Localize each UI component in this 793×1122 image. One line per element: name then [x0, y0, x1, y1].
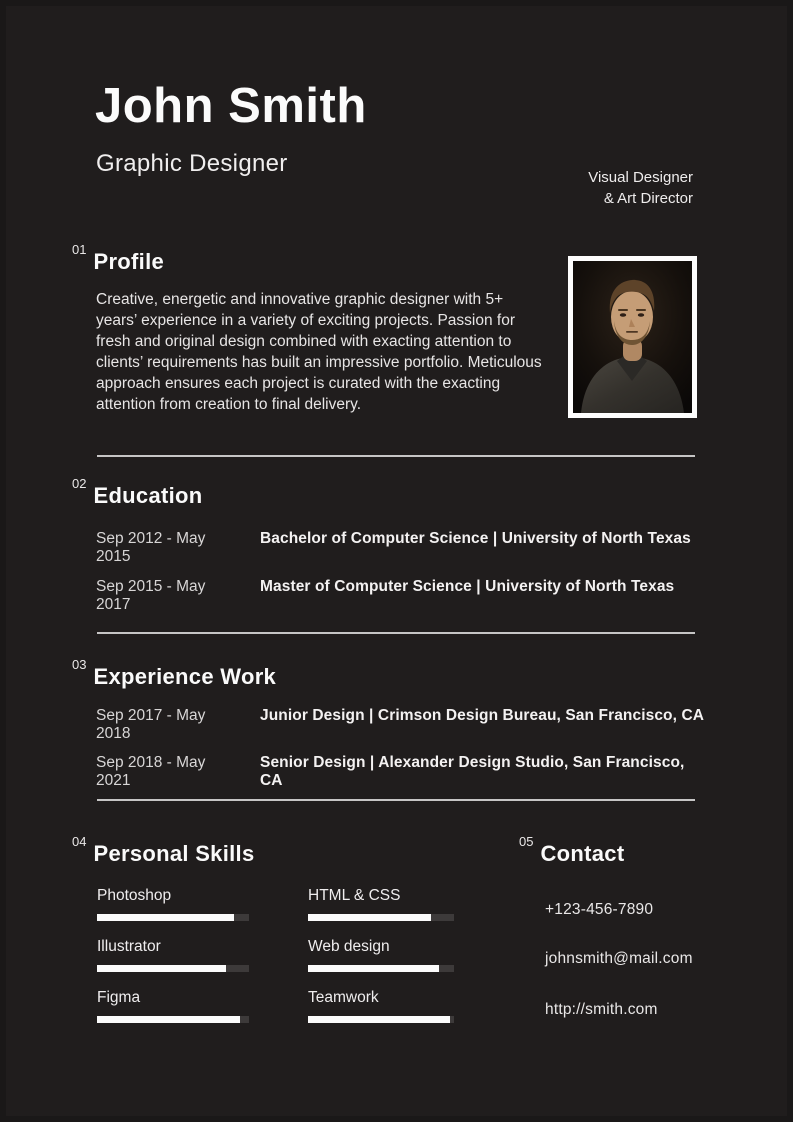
experience-row [96, 707, 706, 743]
section-number: 02 [72, 476, 87, 491]
tagline-line1: Visual Designer [588, 169, 693, 186]
skill-bar-fill [97, 1016, 240, 1023]
skill-bar-fill [97, 914, 234, 921]
section-title: Experience Work [93, 664, 277, 689]
skill-bar-fill [97, 965, 226, 972]
skill-bar-track [308, 965, 454, 972]
skill-label: HTML & CSS [308, 887, 401, 904]
experience-dates: Sep 2018 - May 2021 [96, 754, 206, 789]
contact-email: johnsmith@mail.com [545, 950, 693, 967]
skill-bar-fill [308, 965, 439, 972]
skill-label: Photoshop [97, 887, 172, 904]
skill-item [97, 938, 249, 972]
contact-phone: +123-456-7890 [545, 901, 654, 918]
skill-bar-fill [308, 914, 431, 921]
education-description: Master of Computer Science | University of North Texas [260, 578, 675, 595]
skill-item [97, 989, 249, 1023]
section-divider [97, 455, 695, 457]
skill-bar-track [97, 965, 249, 972]
section-heading-experience [72, 657, 277, 689]
section-heading-contact [519, 834, 625, 866]
section-title: Profile [93, 249, 165, 274]
person-name: John Smith [95, 79, 367, 133]
education-dates: Sep 2012 - May 2015 [96, 530, 206, 565]
experience-description: Junior Design | Crimson Design Bureau, San Francisco, CA [260, 707, 705, 724]
skill-bar-fill [308, 1016, 450, 1023]
skill-item [308, 989, 454, 1023]
skill-item [308, 938, 454, 972]
experience-description: Senior Design | Alexander Design Studio, San Francisco, CA [260, 754, 685, 789]
portrait-photo-image [573, 261, 692, 413]
education-dates: Sep 2015 - May 2017 [96, 578, 206, 613]
portrait-photo [568, 256, 697, 418]
section-heading-education [72, 476, 203, 508]
section-title: Personal Skills [93, 841, 255, 866]
skill-bar-track [97, 1016, 249, 1023]
section-title: Education [93, 483, 203, 508]
section-number: 04 [72, 834, 87, 849]
section-divider [97, 799, 695, 801]
skill-item [97, 887, 249, 921]
skill-label: Teamwork [308, 989, 379, 1006]
skill-label: Illustrator [97, 938, 161, 955]
experience-row [96, 754, 706, 790]
section-divider [97, 632, 695, 634]
skill-label: Web design [308, 938, 390, 955]
contact-website: http://smith.com [545, 1001, 658, 1018]
education-row [96, 578, 706, 614]
section-title: Contact [540, 841, 625, 866]
person-job-title: Graphic Designer [96, 150, 288, 177]
skill-bar-track [308, 914, 454, 921]
tagline-line2: & Art Director [603, 190, 693, 207]
section-number: 03 [72, 657, 87, 672]
education-row [96, 530, 706, 566]
tagline [588, 167, 693, 209]
section-number: 01 [72, 242, 87, 257]
skill-item [308, 887, 454, 921]
skill-bar-track [97, 914, 249, 921]
section-heading-skills [72, 834, 255, 866]
education-description: Bachelor of Computer Science | University of North Texas [260, 530, 691, 547]
experience-dates: Sep 2017 - May 2018 [96, 707, 206, 742]
section-number: 05 [519, 834, 534, 849]
skill-label: Figma [97, 989, 141, 1006]
section-heading-profile [72, 242, 165, 274]
skill-bar-track [308, 1016, 454, 1023]
profile-text: Creative, energetic and innovative graphic designer with 5+ years’ experience in a variety of exciting projects. Passion for fresh and original design combined with exacting attention to clients’ requirements has built an impressive portfolio. Meticulous approach ensures each project is curated with the exacting attention from creation to final delivery. [96, 291, 542, 413]
